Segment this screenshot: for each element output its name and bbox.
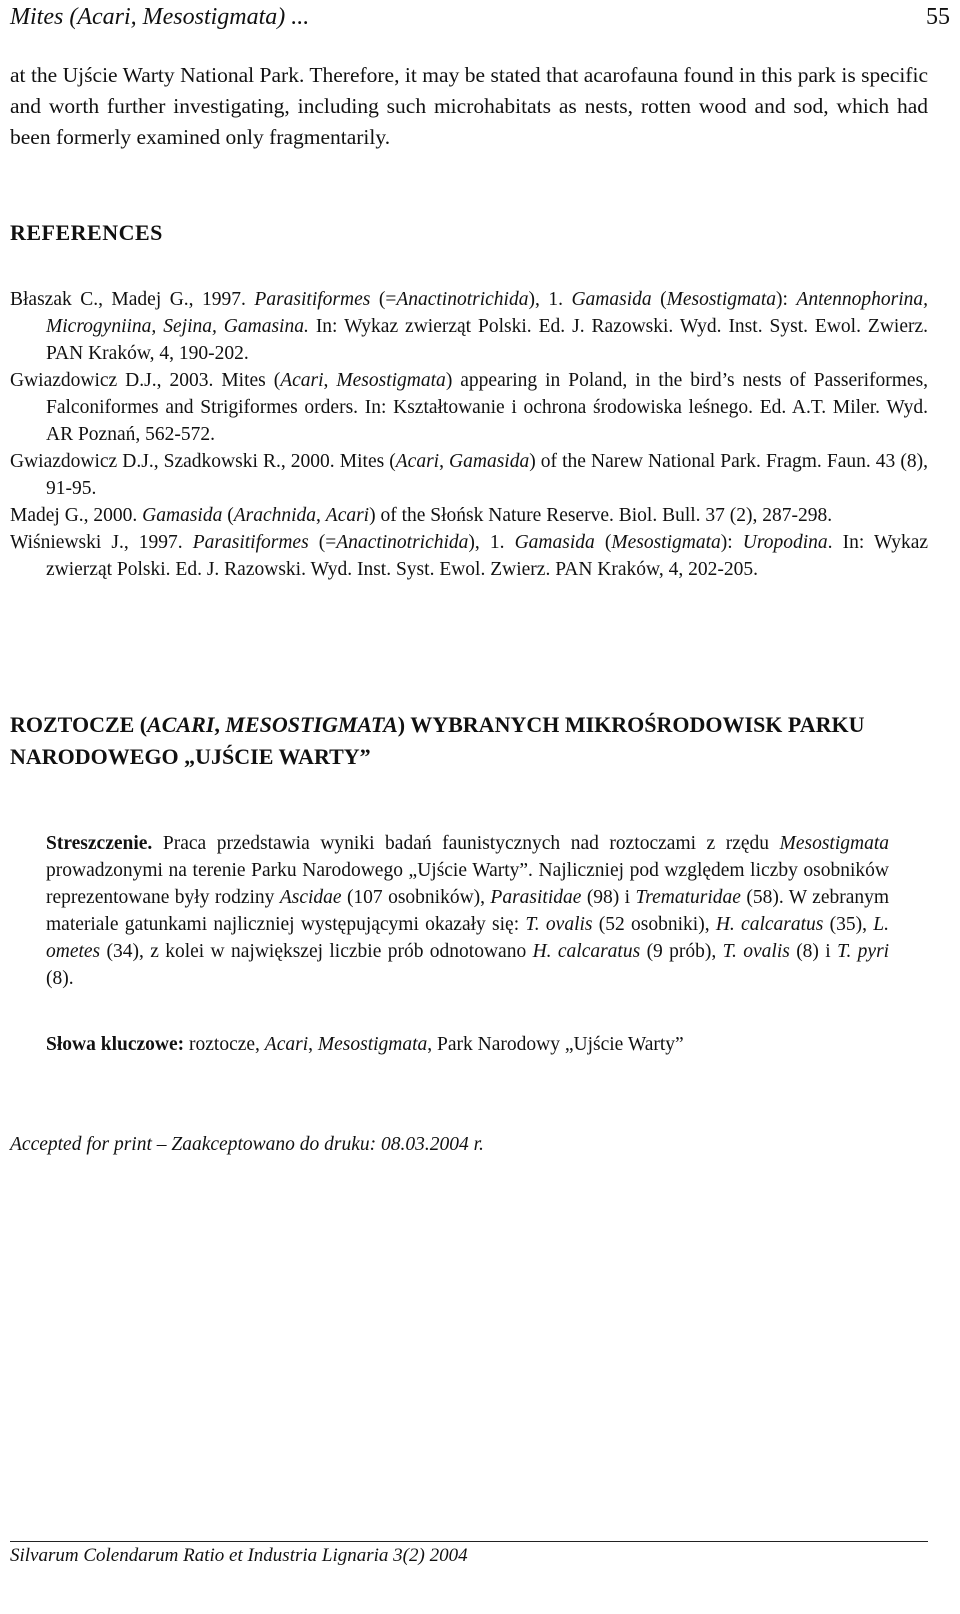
reference-entry: Gwiazdowicz D.J., 2003. Mites (Acari, Mesostigmata) appearing in Poland, in the bird’s nests of Passeriformes, Falconiformes and Strigiformes orders. In: Kształtowanie i ochrona środowiska leśnego. Ed. A.T. Miler. Wyd. AR Poznań, 562-572. — [10, 370, 929, 445]
polish-title: ROZTOCZE (ACARI, MESOSTIGMATA) WYBRANYCH MIKROŚRODOWISK PARKU NARODOWEGO „UJŚCIE WARTY” — [10, 712, 865, 769]
acceptance-note: Accepted for print – Zaakceptowano do druku: 08.03.2004 r. — [10, 1134, 484, 1155]
journal-footer: Silvarum Colendarum Ratio et Industria Lignaria 3(2) 2004 — [10, 1545, 468, 1566]
page-number: 55 — [926, 4, 950, 30]
body-paragraph: at the Ujście Warty National Park. Therefore, it may be stated that acarofauna found in this park is specific and worth further investigating, including such microhabitats as nests, rotten wood and sod, which had been formerly examined only fragmentarily. — [10, 63, 928, 149]
abstract: Streszczenie. Praca przedstawia wyniki badań faunistycznych nad roztoczami z rzędu Mesostigmata prowadzonymi na terenie Parku Narodowego „Ujście Warty”. Najliczniej pod względem liczby osobników reprezentowane były rodziny Ascidae (107 osobników), Parasitidae (98) i Trematuridae (58). W zebranym materiale gatunkami najliczniej występującymi okazały się: T. ovalis (52 osobniki), H. calcaratus (35), L. ometes (34), z kolei w największej liczbie prób odnotowano H. calcaratus (9 prób), T. ovalis (8) i T. pyri (8). — [46, 833, 890, 989]
keywords: Słowa kluczowe: roztocze, Acari, Mesostigmata, Park Narodowy „Ujście Warty” — [46, 1034, 684, 1055]
running-head-title: Mites (Acari, Mesostigmata) ... — [10, 4, 310, 30]
abstract-label: Streszczenie. — [46, 833, 153, 854]
reference-entry: Błaszak C., Madej G., 1997. Parasitiformes (=Anactinotrichida), 1. Gamasida (Mesostigmata): Antennophorina, Microgyniina, Sejina, Gamasina. In: Wykaz zwierząt Polski. Ed. J. Razowski. Wyd. Inst. Syst. Ewol. Zwierz. PAN Kraków, 4, 190-202. — [10, 289, 929, 364]
reference-entry: Wiśniewski J., 1997. Parasitiformes (=Anactinotrichida), 1. Gamasida (Mesostigmata): Uropodina. In: Wykaz zwierząt Polski. Ed. J. Razowski. Wyd. Inst. Syst. Ewol. Zwierz. PAN Kraków, 4, 202-205. — [10, 532, 929, 580]
references-heading: REFERENCES — [10, 220, 163, 245]
footer-divider — [10, 1541, 928, 1542]
running-head — [10, 2, 950, 32]
reference-entry: Madej G., 2000. Gamasida (Arachnida, Acari) of the Słońsk Nature Reserve. Biol. Bull. 37 (2), 287-298. — [10, 505, 833, 526]
reference-list — [10, 286, 928, 583]
reference-entry: Gwiazdowicz D.J., Szadkowski R., 2000. Mites (Acari, Gamasida) of the Narew National Park. Fragm. Faun. 43 (8), 91-95. — [10, 451, 928, 499]
keywords-label: Słowa kluczowe: — [46, 1034, 185, 1055]
